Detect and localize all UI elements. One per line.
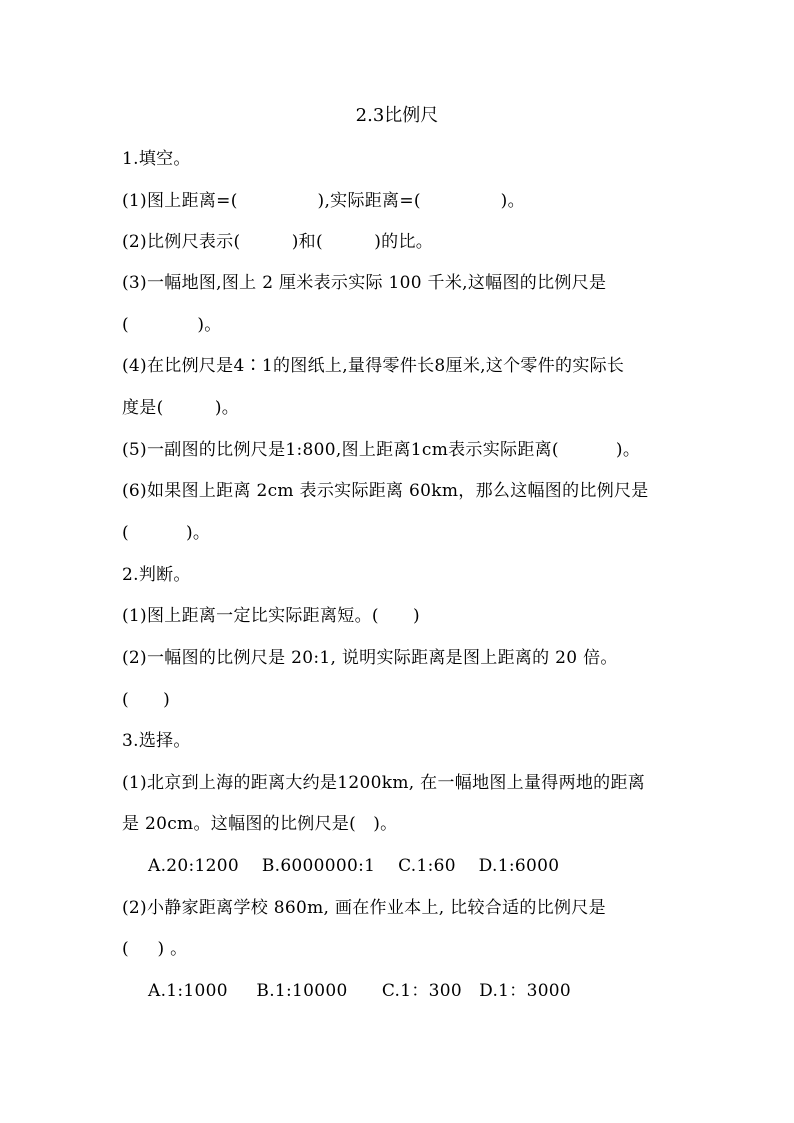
fill-question-1: (1)图上距离=( ),实际距离=( )。 [122,191,525,211]
section-choice-heading: 3.选择。 [122,731,191,751]
fill-question-5: (5)一副图的比例尺是1:800,图上距离1cm表示实际距离( )。 [122,440,641,460]
fill-question-6-line-1: (6)如果图上距离 2cm 表示实际距离 60km，那么这幅图的比例尺是 [122,481,649,501]
page-title: 2.3比例尺 [355,105,439,126]
fill-question-3-line-2: ( )。 [122,315,222,335]
fill-question-2: (2)比例尺表示( )和( )的比。 [122,232,434,252]
judge-question-1: (1)图上距离一定比实际距离短。( ) [122,606,420,626]
fill-question-4-line-1: (4)在比例尺是4∶1的图纸上,量得零件长8厘米,这个零件的实际长 [122,356,625,376]
fill-question-6-line-2: ( )。 [122,523,211,543]
choice-question-1-line-1: (1)北京到上海的距离大约是1200km, 在一幅地图上量得两地的距离 [122,773,646,793]
fill-question-4-line-2: 度是( )。 [122,398,240,418]
judge-question-2-line-2: ( ) [122,690,171,710]
fill-question-3-line-1: (3)一幅地图,图上 2 厘米表示实际 100 千米,这幅图的比例尺是 [122,273,607,293]
choice-question-2-options: A.1:1000 B.1:10000 C.1：300 D.1：3000 [148,981,572,1001]
choice-question-1-line-2: 是 20cm。这幅图的比例尺是( )。 [122,814,398,834]
choice-question-2-line-1: (2)小静家距离学校 860m, 画在作业本上, 比较合适的比例尺是 [122,898,606,918]
choice-question-2-line-2: ( ) 。 [122,939,188,959]
section-judge-heading: 2.判断。 [122,565,191,585]
section-fill-heading: 1.填空。 [122,149,191,169]
judge-question-2-line-1: (2)一幅图的比例尺是 20:1, 说明实际距离是图上距离的 20 倍。 [122,648,618,668]
choice-question-1-options: A.20:1200 B.6000000:1 C.1:60 D.1:6000 [148,856,560,876]
